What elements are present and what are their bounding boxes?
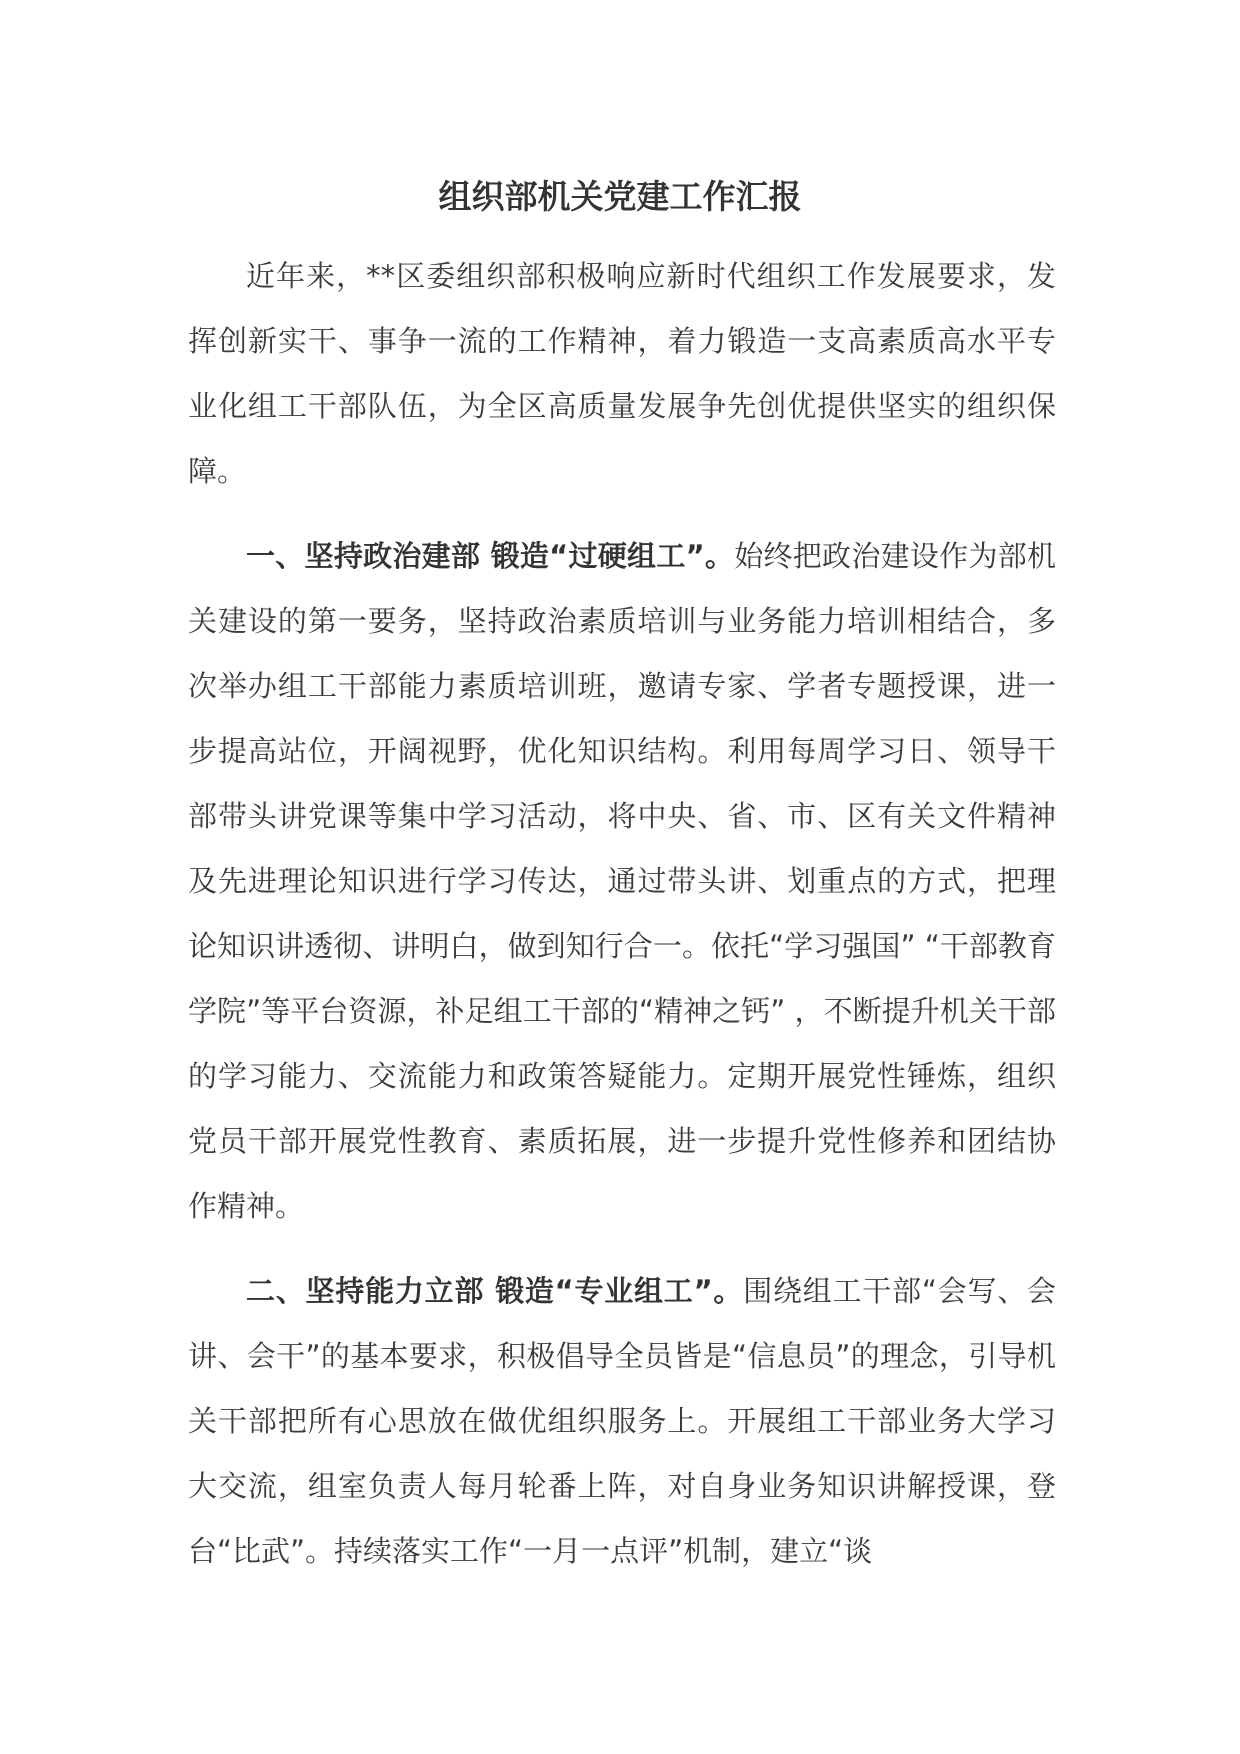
section-2-heading: 二、坚持能力立部 锻造“专业组工”。 [246, 1274, 744, 1308]
section-2-text: 围绕组工干部“会写、会讲、会干”的基本要求，积极倡导全员皆是“信息员”的理念，引导机关干部把所有心思放在做优组织服务上。开展组工干部业务大学习大交流，组室负责人每月轮番上阵，对自身业务知识讲解授课，登台“比武”。持续落实工作“一月一点评”机制，建立“谈 [188, 1274, 1056, 1568]
document-title: 组织部机关党建工作汇报 [438, 177, 802, 216]
section-1-text: 始终把政治建设作为部机关建设的第一要务，坚持政治素质培训与业务能力培训相结合，多次举办组工干部能力素质培训班，邀请专家、学者专题授课，进一步提高站位，开阔视野，优化知识结构。利用每周学习日、领导干部带头讲党课等集中学习活动，将中央、省、市、区有关文件精神及先进理论知识进行学习传达，通过带头讲、划重点的方式，把理论知识讲透彻、讲明白，做到知行合一。依托“学习强国” “干部教育学院”等平台资源，补足组工干部的“精神之钙” ，不断提升机关干部的学习能力、交流能力和政策答疑能力。定期开展党性锤炼，组织党员干部开展党性教育、素质拓展，进一步提升党性修养和团结协作精神。 [188, 539, 1056, 1223]
intro-paragraph: 近年来，**区委组织部积极响应新时代组织工作发展要求，发挥创新实干、事争一流的工作精神，着力锻造一支高素质高水平专业化组工干部队伍，为全区高质量发展争先创优提供坚实的组织保障。 [188, 259, 1056, 488]
section-1-paragraph [188, 524, 1056, 1239]
section-2-paragraph [188, 1259, 1056, 1584]
document-body [188, 244, 1056, 1584]
section-1-heading: 一、坚持政治建部 锻造“过硬组工”。 [246, 539, 735, 573]
